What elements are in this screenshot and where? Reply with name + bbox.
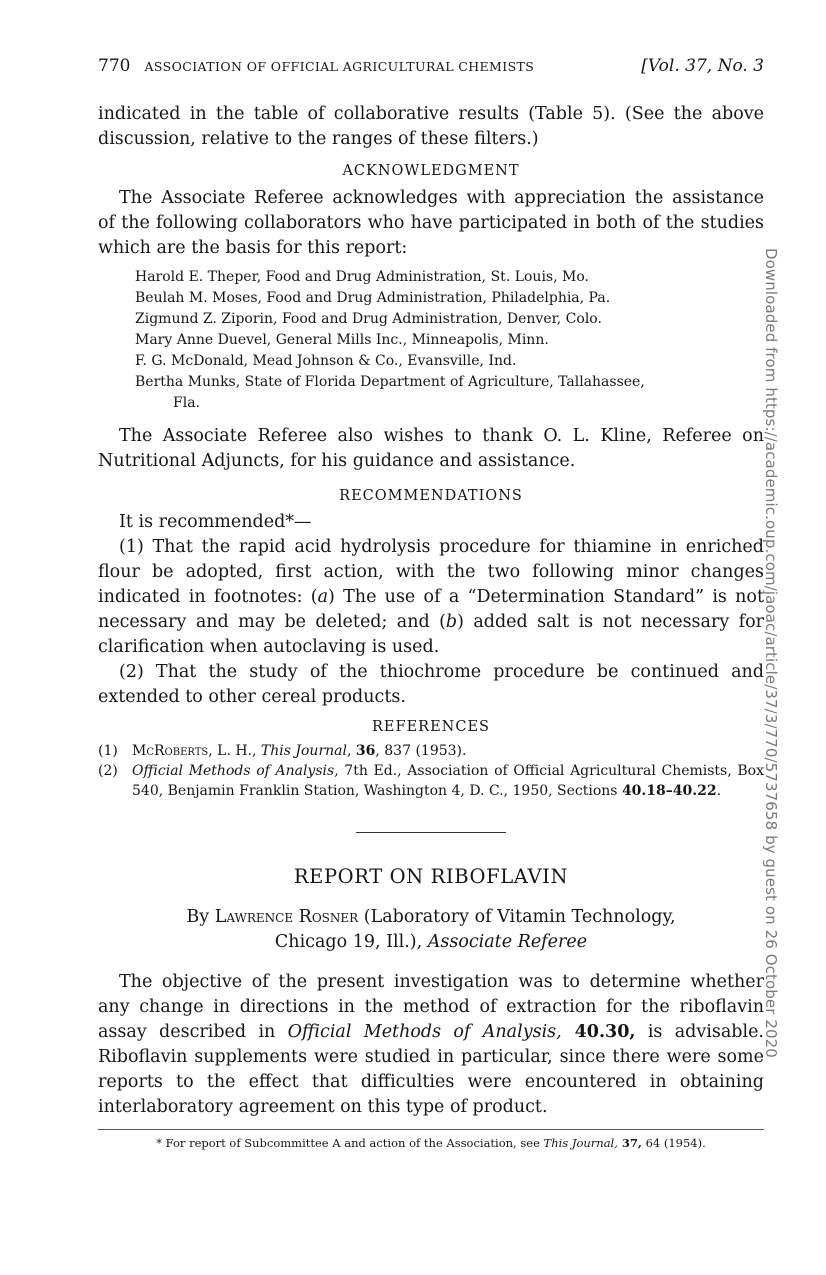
report-text-b: is advisable. Riboflavin supplements were studied in particular, since there were some reports to the effect that difficulties were encountered in obtaining interlaboratory agreement on this type of product. bbox=[98, 1022, 764, 1117]
footnote-prefix: * For report of Subcommittee A and action of the Association, see bbox=[156, 1136, 544, 1150]
reference-number: (2) bbox=[98, 763, 118, 779]
reference-pages: , 837 (1953). bbox=[375, 743, 467, 759]
rec1-text-c: ) added salt is not necessary for clarification when autoclaving is used. bbox=[98, 612, 764, 657]
page-number: 770 bbox=[98, 56, 131, 76]
collaborator-item: Mary Anne Duevel, General Mills Inc., Minneapolis, Minn. bbox=[135, 332, 549, 348]
reference-journal: This Journal bbox=[260, 743, 347, 759]
download-watermark: Downloaded from https://academic.oup.com/jaoac/article/37/3/770/5737658 by guest on 26 October 2020 bbox=[762, 248, 780, 1058]
byline-line-2 bbox=[98, 930, 764, 955]
reference-volume: 36 bbox=[355, 743, 376, 759]
section-divider bbox=[356, 832, 506, 833]
recommendation-item-2: (2) That the study of the thiochrome procedure be continued and extended to other cereal products. bbox=[98, 662, 764, 707]
report-text-a: The objective of the present investigation was to determine whether any change in directions in the method of extraction for the riboflavin assay described in bbox=[98, 972, 764, 1042]
byline-location: Chicago 19, Ill.), bbox=[274, 932, 428, 952]
collaborator-item: Zigmund Z. Ziporin, Food and Drug Administration, Denver, Colo. bbox=[135, 311, 602, 327]
rec1-text-a: (1) That the rapid acid hydrolysis procedure for thiamine in enriched flour be adopted, first action, with the two following minor changes indicated in footnotes: ( bbox=[98, 537, 764, 607]
rec1-text-b: ) The use of a “Determination Standard” is not necessary and may be deleted; and ( bbox=[98, 587, 764, 632]
report-paragraph bbox=[98, 970, 764, 1120]
byline-line-1 bbox=[98, 905, 764, 930]
reference-text bbox=[132, 741, 764, 761]
reference-list bbox=[98, 741, 764, 801]
running-header bbox=[98, 56, 764, 86]
byline-affiliation: (Laboratory of Vitamin Technology, bbox=[358, 907, 676, 927]
footnote bbox=[98, 1135, 764, 1151]
recommendations-heading: RECOMMENDATIONS bbox=[339, 488, 523, 504]
references-heading: REFERENCES bbox=[372, 719, 490, 735]
collaborator-item: F. G. McDonald, Mead Johnson & Co., Evansville, Ind. bbox=[135, 353, 517, 369]
acknowledgment-paragraph: The Associate Referee acknowledges with appreciation the assistance of the following collaborators who have participated in both of the studies which are the basis for this report: bbox=[98, 188, 764, 258]
reference-sections: 40.18–40.22 bbox=[621, 783, 717, 799]
reference-text bbox=[132, 761, 764, 801]
report-section: 40.30, bbox=[561, 1022, 636, 1042]
reference-book-title: Official Methods of Analysis bbox=[132, 763, 335, 779]
footnote-rule bbox=[98, 1129, 764, 1130]
footnote-volume: 37, bbox=[617, 1136, 642, 1150]
collaborator-item: Bertha Munks, State of Florida Department of Agriculture, Tallahassee, bbox=[135, 374, 645, 390]
reference-author: McRoberts bbox=[132, 743, 209, 759]
byline-by: By bbox=[186, 907, 215, 927]
collaborator-item: Harold E. Theper, Food and Drug Administration, St. Louis, Mo. bbox=[135, 269, 589, 285]
volume-label: [Vol. 37, No. 3 bbox=[641, 56, 764, 76]
report-book-title: Official Methods of Analysis, bbox=[287, 1022, 562, 1042]
acknowledgment-heading: ACKNOWLEDGMENT bbox=[342, 163, 520, 179]
reference-item-1 bbox=[98, 741, 764, 761]
recommendation-item-1 bbox=[98, 535, 764, 660]
page-content bbox=[98, 56, 764, 1151]
byline-role: Associate Referee bbox=[427, 932, 588, 952]
journal-title: ASSOCIATION OF OFFICIAL AGRICULTURAL CHEMISTS bbox=[144, 59, 535, 74]
rec1-letter-a: a bbox=[317, 587, 329, 607]
collaborator-continuation: Fla. bbox=[173, 395, 200, 411]
reference-sep: , bbox=[346, 743, 356, 759]
intro-paragraph: indicated in the table of collaborative results (Table 5). (See the above discussion, relative to the ranges of these filters.) bbox=[98, 104, 764, 149]
reference-author-initials: , L. H., bbox=[208, 743, 261, 759]
footnote-journal: This Journal, bbox=[543, 1136, 618, 1150]
reference-details: , 7th Ed., Association of Official Agricultural Chemists, Box 540, Benjamin Franklin Station, Washington 4, D. C., 1950, Sections bbox=[132, 763, 764, 799]
reference-item-2 bbox=[98, 761, 764, 801]
collaborator-item: Beulah M. Moses, Food and Drug Administration, Philadelphia, Pa. bbox=[135, 290, 611, 306]
thanks-paragraph: The Associate Referee also wishes to thank O. L. Kline, Referee on Nutritional Adjuncts, for his guidance and assistance. bbox=[98, 426, 764, 471]
reference-number: (1) bbox=[98, 743, 118, 759]
reference-end: . bbox=[716, 783, 722, 799]
rec1-letter-b: b bbox=[445, 612, 458, 632]
collaborator-list bbox=[135, 267, 764, 414]
footnote-pages: 64 (1954). bbox=[641, 1136, 706, 1150]
byline-author: Lawrence Rosner bbox=[214, 907, 359, 927]
report-title: REPORT ON RIBOFLAVIN bbox=[293, 865, 569, 888]
recommendation-lead: It is recommended*— bbox=[119, 512, 312, 532]
